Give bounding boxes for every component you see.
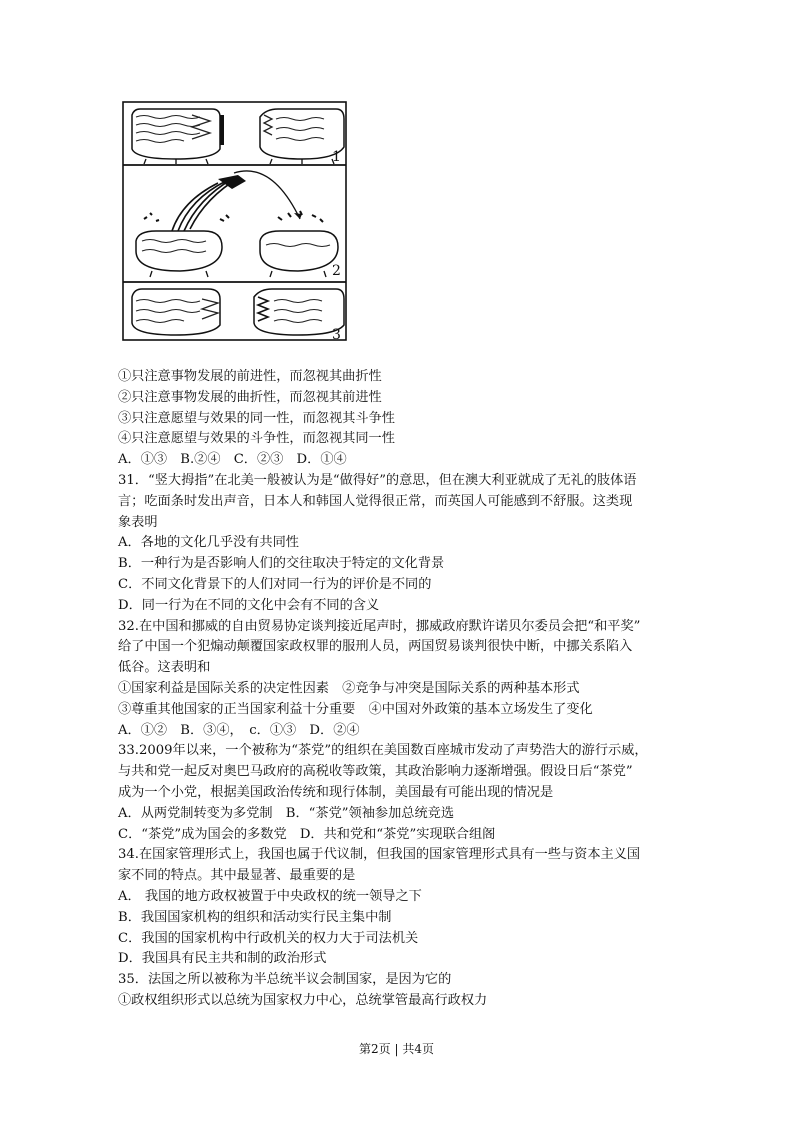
question-34-line-2: 家不同的特点。其中最显著、最重要的是 [118,868,356,884]
question-34-line-1: 34.在国家管理形式上，我国也属于代议制，但我国的国家管理形式具有一些与资本主义国 [118,847,641,863]
question-32-line-3: 低谷。这表明和 [118,660,211,676]
comic-figure [122,101,347,341]
page-footer: 第2页 | 共4页 [359,1042,434,1056]
question-33-line-2: 与共和党一起反对奥巴马政府的高税收等政策，其政治影响力逐渐增强。假设日后“茶党” [118,764,633,780]
choice-31-a: A．各地的文化几乎没有共同性 [118,535,299,551]
option-line-4: ④只注意愿望与效果的斗争性，而忽视其同一性 [118,431,395,447]
choice-34-c: C．我国的国家机构中行政机关的权力大于司法机关 [118,930,419,946]
panel-label-1: 1 [332,149,341,165]
option-line-1: ①只注意事物发展的前进性，而忽视其曲折性 [118,369,382,384]
panel-label-3: 3 [332,327,341,341]
question-33-line-1: 33.2009年以来，一个被称为“茶党”的组织在美国数百座城市发动了声势浩大的游行示威， [118,743,648,759]
choice-34-b: B．我国国家机构的组织和活动实行民主集中制 [118,909,392,925]
question-35-line-1: 35．法国之所以被称为半总统半议会制国家，是因为它的 [118,972,452,988]
statement-35-line-1: ①政权组织形式以总统为国家权力中心，总统掌管最高行政权力 [118,992,488,1008]
statement-32-line-2: ③尊重其他国家的正当国家利益十分重要 ④中国对外政策的基本立场发生了变化 [118,701,593,717]
answer-choices-30: A．①③ B.②④ C．②③ D．①④ [118,452,347,468]
option-line-2: ②只注意事物发展的曲折性，而忽视其前进性 [118,389,382,405]
choice-34-a: A． 我国的地方政权被置于中央政权的统一领导之下 [118,888,422,904]
choice-31-c: C．不同文化背景下的人们对同一行为的评价是不同的 [118,576,432,592]
question-31-line-1: 31．“竖大拇指”在北美一般被认为是“做得好”的意思，但在澳大利亚就成了无礼的肢体语 [118,472,637,488]
choice-31-b: B．一种行为是否影响人们的交往取决于特定的文化背景 [118,556,445,572]
question-31-line-2: 言；吃面条时发出声音，日本人和韩国人觉得很正常，而英国人可能感到不舒服。这类现 [118,493,633,509]
answer-choices-32: A．①② B．③④， c．①③ D．②④ [118,722,360,738]
panel-label-2: 2 [332,263,341,279]
choice-31-d: D．同一行为在不同的文化中会有不同的含义 [118,597,380,613]
choice-34-d: D．我国具有民主共和制的政治形式 [118,951,327,967]
choice-33-ab: A．从两党制转变为多党制 B．“茶党”领袖参加总统竞选 [118,805,455,821]
question-31-line-3: 象表明 [118,514,158,530]
option-line-3: ③只注意愿望与效果的同一性，而忽视其斗争性 [118,410,395,426]
question-32-line-1: 32.在中国和挪威的自由贸易协定谈判接近尾声时，挪威政府默许诺贝尔委员会把“和平奖” [118,618,641,634]
choice-33-cd: C．“茶党”成为国会的多数党 D．共和党和“茶党”实现联合组阁 [118,826,496,842]
exam-text [118,367,678,1012]
statement-32-line-1: ①国家利益是国际关系的决定性因素 ②竞争与冲突是国际关系的两种基本形式 [118,680,580,696]
question-33-line-3: 成为一个小党，根据美国政治传统和现行体制，美国最有可能出现的情况是 [118,784,554,800]
question-32-line-2: 给了中国一个犯煽动颠覆国家政权罪的服刑人员，两国贸易谈判很快中断，中挪关系陷入 [118,639,633,655]
